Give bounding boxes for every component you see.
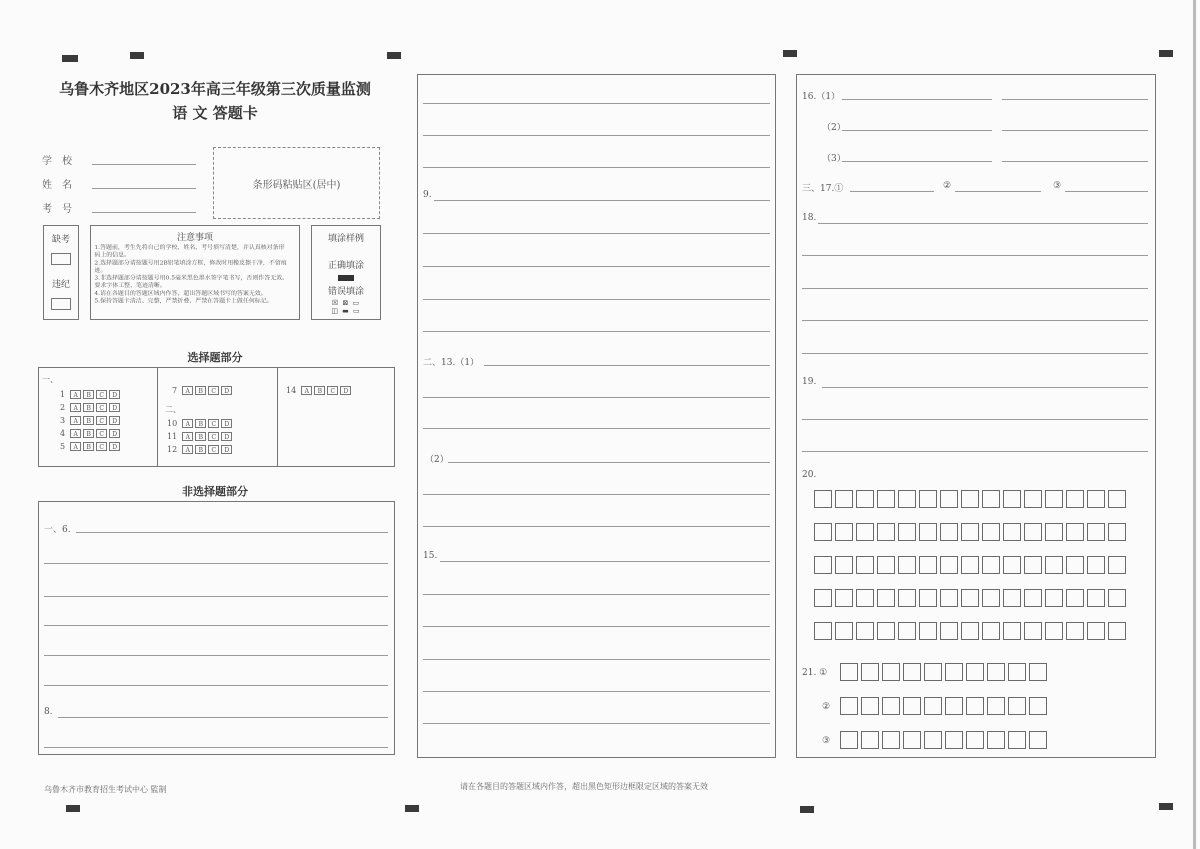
option-c[interactable]: C bbox=[96, 403, 107, 412]
answer-line[interactable] bbox=[955, 191, 1041, 192]
school-label: 学 校 bbox=[42, 156, 72, 167]
choice-row-11[interactable] bbox=[167, 432, 234, 441]
answer-line[interactable] bbox=[802, 419, 1148, 420]
option-b[interactable]: B bbox=[83, 390, 94, 399]
answer-line[interactable] bbox=[423, 723, 770, 724]
option-d[interactable]: D bbox=[109, 403, 120, 412]
option-a[interactable]: A bbox=[70, 403, 81, 412]
footer-notice: 请在各题目的答题区域内作答，超出黑色矩形边框限定区域的答案无效 bbox=[460, 782, 708, 791]
choice-row-10[interactable] bbox=[167, 419, 234, 428]
position-mark bbox=[387, 52, 401, 59]
option-a[interactable]: A bbox=[70, 390, 81, 399]
choice-row-7[interactable] bbox=[172, 386, 234, 395]
option-a[interactable]: A bbox=[182, 386, 193, 395]
answer-line[interactable] bbox=[423, 428, 770, 429]
q17-3-label: ③ bbox=[1053, 181, 1062, 191]
answer-line[interactable] bbox=[842, 99, 992, 100]
option-d[interactable]: D bbox=[221, 432, 232, 441]
fill-example-title: 填涂样例 bbox=[327, 234, 364, 244]
notice-box bbox=[90, 225, 300, 320]
position-mark bbox=[1159, 50, 1173, 57]
page-subtitle: 语 文 答题卡 bbox=[172, 104, 258, 122]
q21-1-label: 21. ① bbox=[802, 668, 828, 678]
q-number: 14 bbox=[286, 386, 297, 395]
option-a[interactable]: A bbox=[182, 419, 193, 428]
option-b[interactable]: B bbox=[195, 432, 206, 441]
option-c[interactable]: C bbox=[96, 442, 107, 451]
position-mark bbox=[130, 52, 144, 59]
answer-line[interactable] bbox=[434, 200, 770, 201]
q15-label: 15. bbox=[423, 551, 438, 561]
answer-line[interactable] bbox=[818, 223, 1148, 224]
notice-item: 5.保持答题卡清洁、完整，严禁折叠、严禁在答题卡上做任何标记。 bbox=[94, 297, 273, 305]
footer-issuer: 乌鲁木齐市教育招生考试中心 監制 bbox=[44, 785, 167, 794]
q18-label: 18. bbox=[802, 213, 817, 223]
option-b[interactable]: B bbox=[83, 442, 94, 451]
option-d[interactable]: D bbox=[109, 442, 120, 451]
position-mark bbox=[62, 55, 78, 62]
position-mark bbox=[783, 50, 797, 57]
q-number: 4 bbox=[60, 429, 66, 438]
name-label: 姓 名 bbox=[42, 180, 72, 191]
position-mark bbox=[800, 806, 814, 813]
option-b[interactable]: B bbox=[83, 403, 94, 412]
answer-line[interactable] bbox=[842, 161, 992, 162]
exam-no-field[interactable] bbox=[92, 212, 196, 213]
option-a[interactable]: A bbox=[70, 442, 81, 451]
exam-no-label: 考 号 bbox=[42, 204, 72, 215]
answer-line[interactable] bbox=[802, 255, 1148, 256]
answer-line[interactable] bbox=[1002, 99, 1148, 100]
answer-line[interactable] bbox=[58, 717, 388, 718]
choice-row-4[interactable] bbox=[60, 429, 122, 438]
option-a[interactable]: A bbox=[70, 416, 81, 425]
q17-label: 三、17.① bbox=[802, 184, 844, 194]
non-choice-title: 非选择题部分 bbox=[182, 485, 248, 498]
answer-line[interactable] bbox=[822, 387, 1148, 388]
option-d[interactable]: D bbox=[221, 419, 232, 428]
q-number: 5 bbox=[60, 442, 66, 451]
violation-label: 违纪 bbox=[51, 280, 70, 290]
answer-line[interactable] bbox=[423, 331, 770, 332]
divider bbox=[277, 367, 278, 467]
choice-section-title: 选择题部分 bbox=[187, 351, 243, 364]
option-d[interactable]: D bbox=[109, 429, 120, 438]
q9-label: 9. bbox=[423, 190, 432, 200]
q8-label: 8. bbox=[44, 707, 53, 717]
absent-box bbox=[43, 225, 79, 320]
notice-item: 2.选择题部分请按题号用2B铅笔填涂方框，修改时用橡皮擦干净，不留痕迹。 bbox=[94, 259, 287, 274]
choice-row-1[interactable] bbox=[60, 390, 122, 399]
part1-label: 一、 bbox=[42, 375, 58, 384]
correct-fill-sample bbox=[338, 275, 354, 281]
option-d[interactable]: D bbox=[221, 445, 232, 454]
answer-line[interactable] bbox=[802, 451, 1148, 452]
q13-2-label: （2） bbox=[425, 455, 449, 465]
answer-box-16-21 bbox=[796, 74, 1156, 758]
correct-fill-label: 正确填涂 bbox=[327, 261, 364, 271]
choice-row-2[interactable] bbox=[60, 403, 122, 412]
barcode-label: 条形码粘贴区(居中) bbox=[252, 180, 341, 191]
q-number: 10 bbox=[167, 419, 178, 428]
option-a[interactable]: A bbox=[182, 445, 193, 454]
option-a[interactable]: A bbox=[301, 386, 312, 395]
name-field[interactable] bbox=[92, 188, 196, 189]
absent-label: 缺考 bbox=[51, 235, 70, 245]
q16-1-label: 16.（1） bbox=[802, 92, 841, 102]
choice-row-12[interactable] bbox=[167, 445, 234, 454]
answer-line[interactable] bbox=[44, 747, 388, 748]
notice-item: 1.答题前，考生先将自己的学校、姓名、考号填写清楚，并认真核对条形码上的信息。 bbox=[94, 243, 285, 259]
part2-label: 二、 bbox=[165, 405, 181, 414]
answer-line[interactable] bbox=[423, 494, 770, 495]
option-d[interactable]: D bbox=[109, 390, 120, 399]
option-d[interactable]: D bbox=[340, 386, 351, 395]
option-b[interactable]: B bbox=[83, 429, 94, 438]
option-d[interactable]: D bbox=[109, 416, 120, 425]
answer-line[interactable] bbox=[423, 233, 770, 234]
wrong-fill-sample: ☒ ⊠ ▭ ◫ ▬ ▭ bbox=[331, 299, 361, 315]
school-field[interactable] bbox=[92, 164, 196, 165]
fill-example-box bbox=[311, 225, 381, 320]
q13-1-label: 二、13.（1） bbox=[423, 358, 480, 368]
option-c[interactable]: C bbox=[327, 386, 338, 395]
composition-grid[interactable] bbox=[814, 490, 1129, 640]
page-title: 乌鲁木齐地区2023年高三年级第三次质量监测 bbox=[59, 80, 371, 98]
answer-line[interactable] bbox=[423, 659, 770, 660]
answer-line[interactable] bbox=[44, 563, 388, 564]
option-c[interactable]: C bbox=[96, 416, 107, 425]
answer-line[interactable] bbox=[44, 685, 388, 686]
q-number: 3 bbox=[60, 416, 66, 425]
position-mark bbox=[1159, 803, 1173, 810]
notice-item: 3.非选择题部分请按题号用0.5毫米黑色墨水签字笔书写，否则作答无效。要求字体工整、笔迹清晰。 bbox=[94, 274, 289, 289]
scan-edge bbox=[1193, 0, 1196, 849]
option-c[interactable]: C bbox=[208, 445, 219, 454]
q21-3-grid[interactable] bbox=[840, 731, 1050, 749]
answer-line[interactable] bbox=[76, 532, 388, 533]
answer-line[interactable] bbox=[802, 353, 1148, 354]
answer-line[interactable] bbox=[423, 135, 770, 136]
answer-line[interactable] bbox=[423, 594, 770, 595]
notice-item: 4.请在各题目的答题区域内作答，超出答题区域书写的答案无效。 bbox=[94, 289, 267, 297]
answer-line[interactable] bbox=[423, 103, 770, 104]
answer-line[interactable] bbox=[423, 691, 770, 692]
position-mark bbox=[66, 805, 80, 812]
divider bbox=[157, 367, 158, 467]
q21-1-grid[interactable] bbox=[840, 663, 1050, 681]
absent-checkbox[interactable] bbox=[51, 253, 71, 265]
option-c[interactable]: C bbox=[96, 429, 107, 438]
option-c[interactable]: C bbox=[96, 390, 107, 399]
q16-2-label: （2） bbox=[822, 123, 846, 133]
q21-3-label: ③ bbox=[822, 736, 831, 746]
answer-line[interactable] bbox=[1065, 191, 1148, 192]
notice-title: 注意事项 bbox=[176, 233, 213, 243]
option-b[interactable]: B bbox=[195, 419, 206, 428]
choice-row-14[interactable] bbox=[286, 386, 353, 395]
answer-line[interactable] bbox=[423, 299, 770, 300]
q19-label: 19. bbox=[802, 377, 817, 387]
q-number: 1 bbox=[60, 390, 66, 399]
answer-line[interactable] bbox=[423, 266, 770, 267]
answer-line[interactable] bbox=[842, 130, 992, 131]
answer-line[interactable] bbox=[484, 365, 770, 366]
q-number: 12 bbox=[167, 445, 178, 454]
answer-line[interactable] bbox=[44, 596, 388, 597]
answer-line[interactable] bbox=[440, 561, 770, 562]
answer-line[interactable] bbox=[802, 320, 1148, 321]
option-b[interactable]: B bbox=[195, 386, 206, 395]
option-c[interactable]: C bbox=[208, 419, 219, 428]
q20-label: 20. bbox=[802, 470, 817, 480]
answer-line[interactable] bbox=[1002, 161, 1148, 162]
position-mark bbox=[405, 805, 419, 812]
q-number: 7 bbox=[172, 386, 178, 395]
q-number: 2 bbox=[60, 403, 66, 412]
option-c[interactable]: C bbox=[208, 432, 219, 441]
option-b[interactable]: B bbox=[195, 445, 206, 454]
barcode-area bbox=[213, 147, 380, 219]
option-b[interactable]: B bbox=[83, 416, 94, 425]
answer-line[interactable] bbox=[423, 167, 770, 168]
q6-label: 一、6. bbox=[44, 525, 71, 535]
q17-2-label: ② bbox=[943, 181, 952, 191]
answer-line[interactable] bbox=[423, 397, 770, 398]
option-d[interactable]: D bbox=[221, 386, 232, 395]
q21-2-grid[interactable] bbox=[840, 697, 1050, 715]
option-c[interactable]: C bbox=[208, 386, 219, 395]
q-number: 11 bbox=[167, 432, 178, 441]
q21-2-label: ② bbox=[822, 702, 831, 712]
answer-line[interactable] bbox=[850, 191, 934, 192]
answer-box-9-15 bbox=[417, 74, 776, 758]
option-a[interactable]: A bbox=[70, 429, 81, 438]
answer-line[interactable] bbox=[44, 655, 388, 656]
answer-line[interactable] bbox=[802, 288, 1148, 289]
choice-row-5[interactable] bbox=[60, 442, 122, 451]
choice-row-3[interactable] bbox=[60, 416, 122, 425]
answer-line[interactable] bbox=[423, 626, 770, 627]
answer-line[interactable] bbox=[423, 526, 770, 527]
answer-line[interactable] bbox=[448, 462, 770, 463]
q16-3-label: （3） bbox=[822, 154, 846, 164]
violation-checkbox[interactable] bbox=[51, 298, 71, 310]
option-a[interactable]: A bbox=[182, 432, 193, 441]
option-b[interactable]: B bbox=[314, 386, 325, 395]
answer-line[interactable] bbox=[1002, 130, 1148, 131]
answer-line[interactable] bbox=[44, 625, 388, 626]
wrong-fill-label: 错误填涂 bbox=[327, 287, 364, 297]
